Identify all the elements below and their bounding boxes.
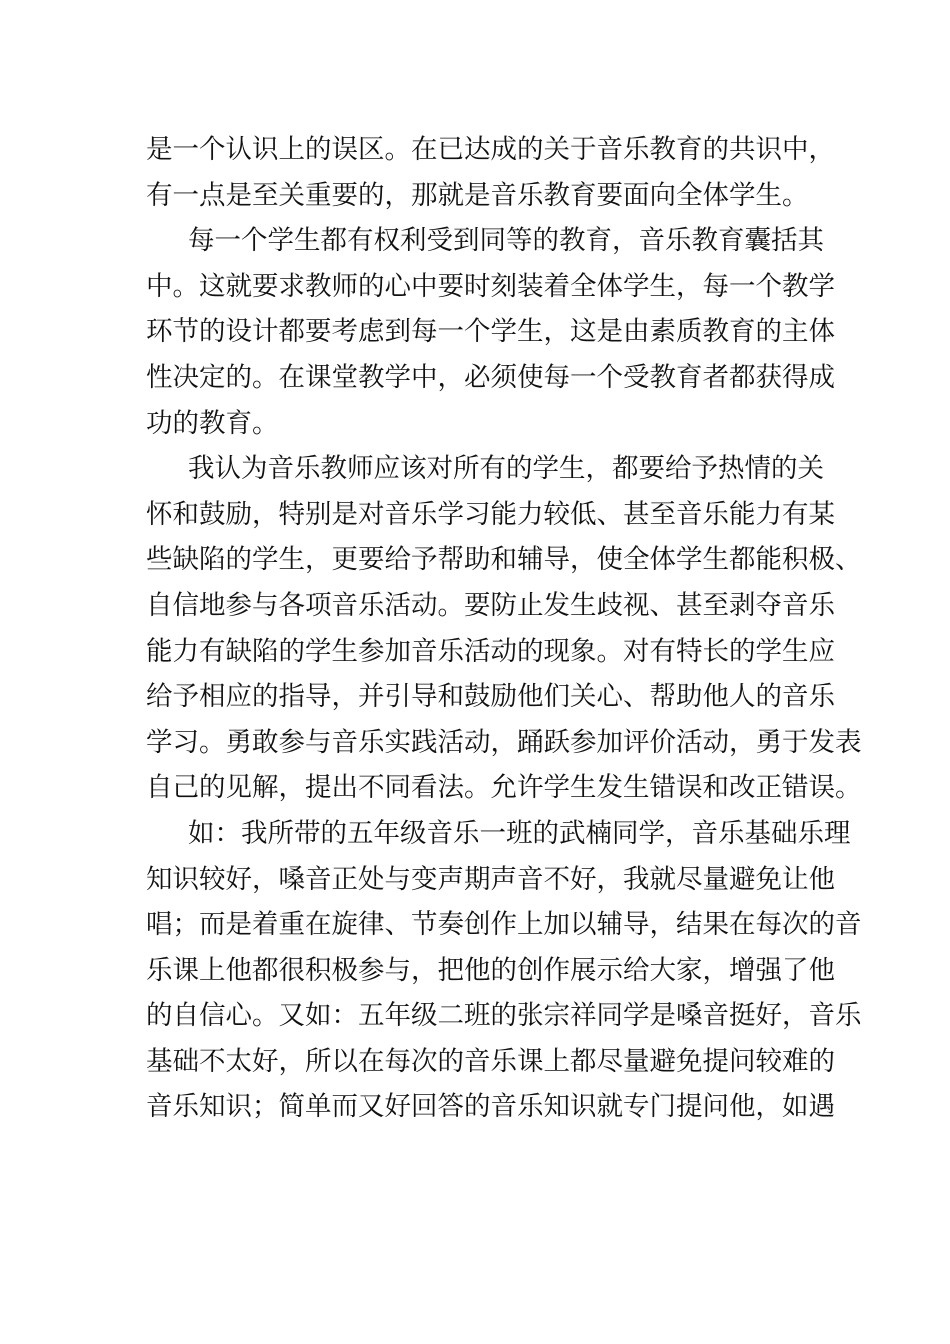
text-line: 音乐知识；简单而又好回答的音乐知识就专门提问他，如遇 bbox=[146, 1091, 835, 1123]
text-line: 些缺陷的学生，更要给予帮助和辅导，使全体学生都能积极、 bbox=[146, 544, 862, 576]
text-line: 功的教育。 bbox=[146, 407, 279, 439]
text-line: 自信地参与各项音乐活动。要防止发生歧视、甚至剥夺音乐 bbox=[146, 589, 835, 621]
text-line: 有一点是至关重要的，那就是音乐教育要面向全体学生。 bbox=[146, 179, 809, 211]
text-line: 学习。勇敢参与音乐实践活动，踊跃参加评价活动，勇于发表 bbox=[146, 726, 862, 758]
text-line: 唱；而是着重在旋律、节奏创作上加以辅导，结果在每次的音 bbox=[146, 909, 862, 941]
text-line: 知识较好，嗓音正处与变声期声音不好，我就尽量避免让他 bbox=[146, 863, 835, 895]
text-line: 是一个认识上的误区。在已达成的关于音乐教育的共识中， bbox=[146, 134, 835, 165]
paragraph-first-line: 我认为音乐教师应该对所有的学生，都要给予热情的关 bbox=[188, 453, 824, 485]
paragraph-first-line: 如：我所带的五年级音乐一班的武楠同学，音乐基础乐理 bbox=[188, 817, 851, 849]
text-line: 的自信心。又如：五年级二班的张宗祥同学是嗓音挺好，音乐 bbox=[146, 1000, 862, 1032]
text-line: 能力有缺陷的学生参加音乐活动的现象。对有特长的学生应 bbox=[146, 635, 835, 667]
text-line: 性决定的。在课堂教学中，必须使每一个受教育者都获得成 bbox=[146, 361, 835, 393]
text-line: 给予相应的指导，并引导和鼓励他们关心、帮助他人的音乐 bbox=[146, 681, 835, 713]
text-line: 基础不太好，所以在每次的音乐课上都尽量避免提问较难的 bbox=[146, 1045, 835, 1077]
text-line: 自己的见解，提出不同看法。允许学生发生错误和改正错误。 bbox=[146, 772, 862, 804]
text-line: 怀和鼓励，特别是对音乐学习能力较低、甚至音乐能力有某 bbox=[146, 498, 835, 530]
text-line: 乐课上他都很积极参与，把他的创作展示给大家，增强了他 bbox=[146, 954, 835, 986]
body-text bbox=[146, 127, 862, 1130]
paragraph-first-line: 每一个学生都有权利受到同等的教育，音乐教育囊括其 bbox=[188, 225, 824, 257]
text-line: 中。这就要求教师的心中要时刻装着全体学生，每一个教学 bbox=[146, 270, 835, 302]
text-line: 环节的设计都要考虑到每一个学生，这是由素质教育的主体 bbox=[146, 316, 835, 348]
